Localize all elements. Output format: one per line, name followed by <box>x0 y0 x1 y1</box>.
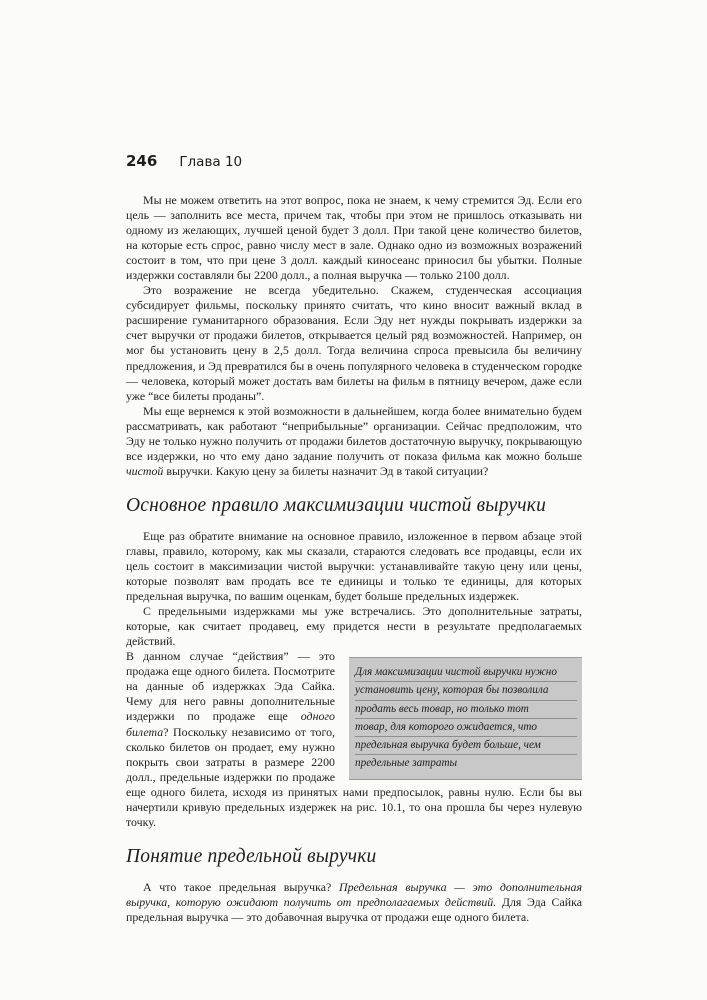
paragraph: В данном случае “действия” — это продажа еще одного билета. Посмотрите на данные об издержках Эда Сайка. Чему для него равны дополнительные издержки по продаже еще одного билета? Поскольку независимо от того, сколько билетов он продает, ему нужно покрыть свои затраты в размере 2200 долл., предельные издержки по продаже еще одного билета, исходя из принятых нами предпосылок, равны нулю. Если бы вы начертили кривую предельных издержек на рис. 10.1, то она прошла бы через нулевую точку. <box>126 649 582 829</box>
paragraph: Это возражение не всегда убедительно. Скажем, студенческая ассоциация субсидирует фильмы, поскольку принято считать, что кино вносит важный вклад в расширение гуманитарного образования. Если Эду нет нужды покрывать издержки за счет выручки от продажи билетов, открывается целый ряд возможностей. Например, он мог бы установить цену в 2,5 долл. Тогда величина спроса превысила бы величину предложения, и Эд превратился бы в очень популярного человека в студенческом городке — человека, который может достать вам билеты на фильм в пятницу вечером, даже если уже “все билеты проданы”. <box>126 283 582 403</box>
section-heading: Основное правило максимизации чистой выручки <box>126 494 547 516</box>
paragraph: Мы еще вернемся к этой возможности в дальнейшем, когда более внимательно будем рассматривать, как работают “неприбыльные” организации. Сейчас предположим, что Эду не только нужно получить от продажи билетов достаточную выручку, покрывающую все издержки, но что ему дано задание получить от показа фильма как можно больше чистой выручки. Какую цену за билеты назначит Эд в такой ситуации? <box>126 403 582 478</box>
page-header <box>126 152 582 170</box>
callout-line: установить цену, которая бы позволила <box>355 682 577 700</box>
paragraph: Еще раз обратите внимание на основное правило, изложенное в первом абзаце этой главы, правило, которому, как мы сказали, стараются следовать все продавцы, если их цель состоит в максимизации чистой выручки: устанавливайте такую цену или цены, которые позволят вам продать все те единицы и только те единицы, для которых предельная выручка, по вашим оценкам, будет больше предельных издержек. <box>126 528 582 604</box>
chapter-title: Глава 10 <box>179 154 243 170</box>
callout-line: Для максимизации чистой выручки нужно <box>355 664 577 682</box>
page <box>126 152 582 925</box>
callout-line: предельная выручка будет больше, чем <box>355 737 577 755</box>
paragraph: А что такое предельная выручка? Предельная выручка — это дополнительная выручка, которую ожидают получить от предполагаемых действий. Для Эда Сайка предельная выручка — это добавочная выручка от продажи еще одного билета. <box>126 879 582 924</box>
callout-line: предельные затраты <box>355 757 458 770</box>
callout-box <box>349 657 582 780</box>
emphasis: одного билета <box>126 709 335 739</box>
emphasis: чистой <box>126 463 164 478</box>
section-heading: Понятие предельной выручки <box>126 845 377 867</box>
callout-line: продать весь товар, но только тот <box>355 701 577 719</box>
page-number: 246 <box>126 152 158 170</box>
emphasis: Предельная выручка — это дополнительная выручка, которую ожидают получить от предполагаемых действий. <box>126 879 582 909</box>
callout-line: товар, для которого ожидается, что <box>355 719 577 737</box>
paragraph: С предельными издержками мы уже встречались. Это дополнительные затраты, которые, как считает продавец, ему придется нести в результате предполагаемых действий. <box>126 604 582 649</box>
paragraph: Мы не можем ответить на этот вопрос, пока не знаем, к чему стремится Эд. Если его цель — заполнить все места, причем так, чтобы при этом не пришлось отказывать ни одному из желающих, лучшей ценой будет 3 долл. При такой цене количество билетов, на которые есть спрос, равно числу мест в зале. Однако одно из возможных возражений состоит в том, что при цене 3 долл. каждый киносеанс приносил бы убытки. Полные издержки составляли бы 2200 долл., а полная выручка — только 2100 долл. <box>126 193 582 283</box>
